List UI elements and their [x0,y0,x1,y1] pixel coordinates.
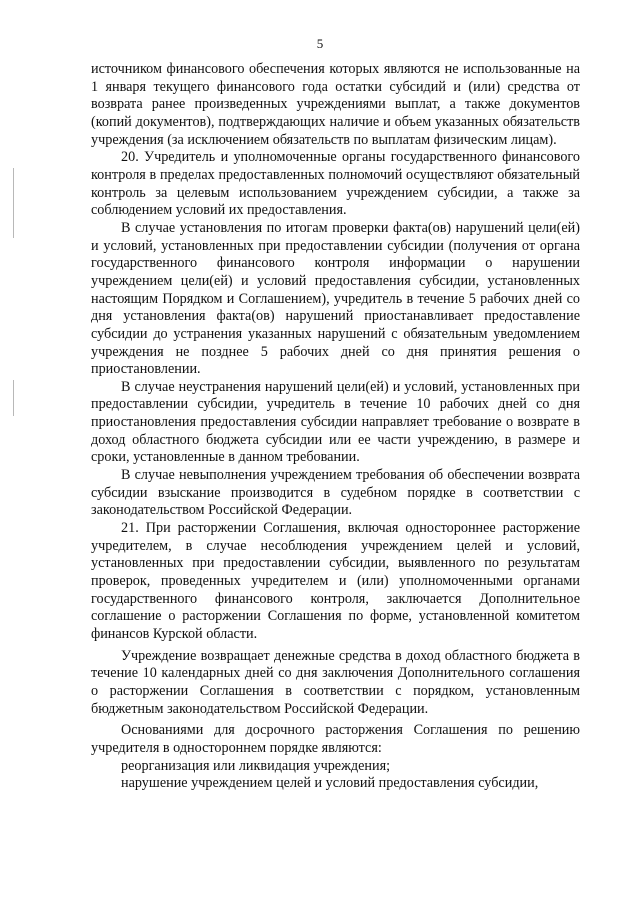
document-body [91,61,580,793]
paragraph-termination-grounds: Основаниями для досрочного расторжения Соглашения по решению учредителя в одностороннем порядке являются: [91,722,580,756]
paragraph-ground-violation: нарушение учреждением целей и условий предоставления субсидии, [121,775,539,792]
paragraph-funds-return: Учреждение возвращает денежные средства в доход областного бюджета в течение 10 календарных дней со дня заключения Дополнительного соглашения о расторжении Соглашения в соответствии с порядком, установленным бюджетным законодательством Российской Федерации. [91,647,580,717]
paragraph-item-20: 20. Учредитель и уполномоченные органы государственного финансового контроля в пределах предоставленных полномочий осуществляют обязательный контроль за целевым использованием учреждением субсидии, а также за соблюдением условий их предоставления. [91,149,580,219]
paragraph-item-21: 21. При расторжении Соглашения, включая одностороннее расторжение учредителем, в случае несоблюдения учреждением целей и условий, установленных при предоставлении субсидии, выявленного по результатам проверок, проведенных учредителем и (или) уполномоченными органами государственного финансового контроля, заключается Дополнительное соглашение о расторжении Соглашения по форме, установленной комитетом финансов Курской области. [91,520,580,642]
paragraph-court-recovery: В случае невыполнения учреждением требования об обеспечении возврата субсидии взыскание производится в судебном порядке в соответствии с законодательством Российской Федерации. [91,467,580,519]
paragraph-violation-suspension: В случае установления по итогам проверки факта(ов) нарушений цели(ей) и условий, установленных при предоставлении субсидии (получения от органа государственного финансового контроля информации о нарушении учреждением цели(ей) и условий предоставления субсидии, установленных настоящим Порядком и Соглашением), учредитель в течение 5 рабочих дней со дня установления факта(ов) нарушений приостанавливает предоставление субсидии до устранения указанных нарушений с обязательным уведомлением учреждения не позднее 5 рабочих дней со дня принятия решения о приостановлении. [91,219,580,378]
paragraph-return-demand: В случае неустранения нарушений цели(ей) и условий, установленных при предоставлении субсидии, учредитель в течение 10 рабочих дней со дня приостановления предоставления субсидии направляет требование о возврате в доход областного бюджета субсидии или ее части учреждению, в размере и сроки, установленные в данном требовании. [91,378,580,466]
paragraph-ground-reorganization: реорганизация или ликвидация учреждения; [121,757,391,774]
scan-margin-mark [13,168,14,238]
page-number: 5 [316,36,324,51]
paragraph-continuation: источником финансового обеспечения которых являются не использованные на 1 января текущего финансового года остатки субсидий и (или) средства от возврата ранее произведенных учреждениями выплат, а также документов (копий документов), подтверждающих наличие и объем указанных обязательств учреждения (за исключением обязательств по выплатам физическим лицам). [91,61,580,148]
scan-margin-mark [13,380,14,416]
